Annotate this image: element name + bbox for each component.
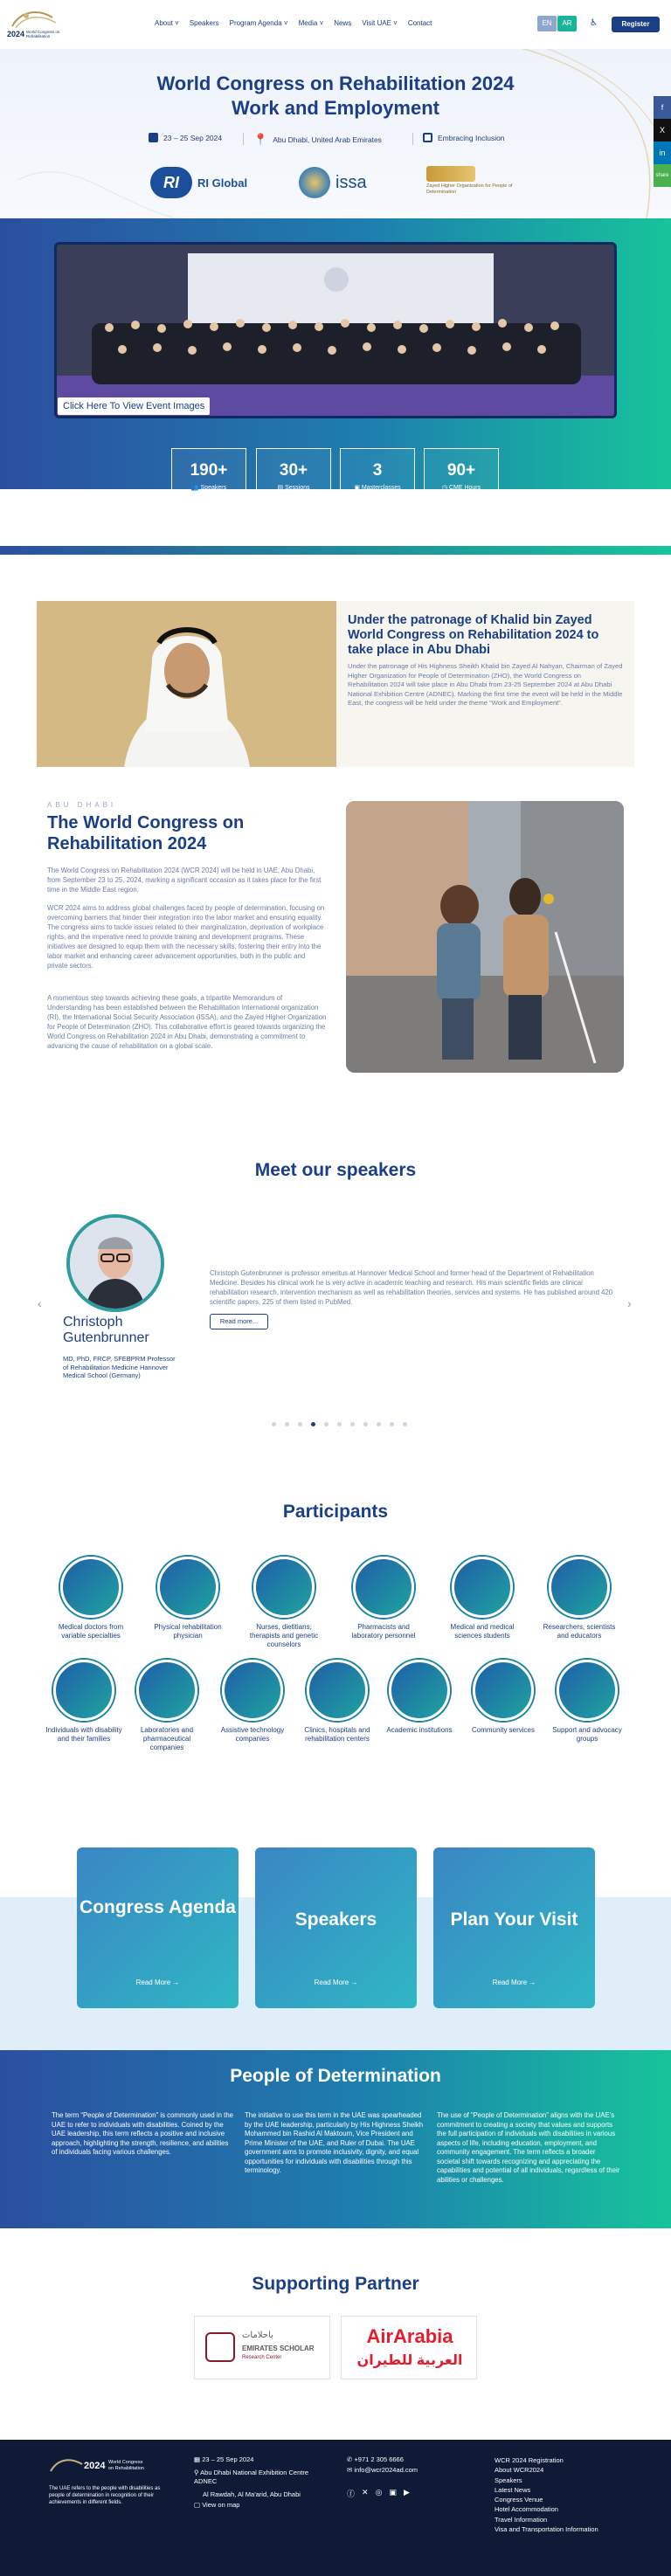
about-paragraph-1: The World Congress on Rehabilitation 2024 (WCR 2024) will be held in UAE, Abu Dhabi, from September 23 to 25, 2024, marking a significant occasion as it takes place for the first time in the Middle East region. [47, 867, 322, 894]
pod-column-3: The use of “People of Determination” aligns with the UAE’s commitment to creating a society that values and supports the full participation of individuals with disabilities in various aspects of life, including education, employment, and community engagement. The term reflects a broader societal shift towards recognizing and appreciating the capabilities and potential of all individuals, regardless of their abilities or challenges. [437, 2111, 620, 2184]
footer-logo-wave-icon [49, 2455, 84, 2475]
about-title: The World Congress on Rehabilitation 2024 [47, 813, 245, 853]
site-header [0, 0, 671, 49]
event-date: 23 – 25 Sep 2024 [149, 133, 222, 142]
register-button[interactable]: Register [612, 17, 660, 32]
divider [412, 133, 413, 145]
footer-phone[interactable]: ✆ +971 2 305 6666 [347, 2455, 404, 2463]
nav-speakers[interactable]: Speakers [189, 19, 219, 27]
street-photo-image [346, 801, 624, 1073]
flask-icon [136, 1660, 197, 1721]
carousel-dot[interactable] [298, 1422, 302, 1426]
patron-portrait [37, 601, 336, 767]
card-plan-your-visit[interactable]: Plan Your Visit Read More → [433, 1847, 595, 2008]
footer-link[interactable]: Congress Venue [495, 2496, 543, 2504]
card-speakers[interactable]: Speakers Read More → [255, 1847, 417, 2008]
stat-speakers: 190+ 👥 Speakers [171, 448, 246, 503]
clipboard-icon: ▤ [277, 485, 284, 491]
participant-researchers: Researchers, scientists and educators [540, 1557, 619, 1640]
clock-icon: ◷ [441, 485, 447, 491]
footer-email[interactable]: ✉ info@wcr2024ad.com [347, 2466, 419, 2474]
presenter-icon: ▣ [354, 485, 360, 491]
nav-program-agenda[interactable]: Program Agenda ˅ [229, 19, 288, 27]
air-arabia-logo[interactable]: AirArabia العربية للطيران [341, 2316, 477, 2379]
stat-cme-hours: 90+ ◷ CME Hours [424, 448, 499, 503]
calendar-icon [149, 133, 158, 142]
location-pin-icon: 📍 [253, 133, 268, 146]
footer-social-icons [347, 2488, 410, 2499]
speaker-bio: Christoph Gutenbrunner is professor emeritus at Hannover Medical School and former head of the Department of Rehabilitation Medicine. Besides his clinical work he is very active in academic teaching and research. His main scientific fields are clinical rehabilitation research, intervention mechanism as well as rehabilitation theories, services and systems. He has published around 420 scientific papers, 225 of them listed in PubMed. [210, 1269, 613, 1306]
footer-links [495, 2455, 598, 2534]
doctor-icon [60, 1557, 121, 1618]
view-event-images-button[interactable]: Click Here To View Event Images [58, 397, 210, 415]
nav-visit-uae[interactable]: Visit UAE ˅ [362, 19, 398, 27]
event-location: 📍 Abu Dhabi, United Arab Emirates [253, 133, 382, 146]
divider [243, 133, 244, 145]
ri-global-logo: RI RI Global [150, 166, 247, 199]
nav-about[interactable]: About ˅ [155, 19, 179, 27]
facebook-icon[interactable]: ⓕ [347, 2490, 356, 2498]
speaker-role: MD, PhD, FRCP, SFEBPRM Professor of Rehabilitation Medicine Hannover Medical School (Germany) [63, 1355, 176, 1379]
accessibility-icon[interactable]: ♿ [590, 18, 598, 28]
speaker-name: Christoph Gutenbrunner [63, 1315, 149, 1345]
zho-logo: Zayed Higher Organization for People of Determination [426, 166, 522, 199]
participant-medical-doctors: Medical doctors from variable specialties [52, 1557, 130, 1640]
youtube-icon[interactable]: ▶ [403, 2488, 410, 2497]
patronage-section [37, 601, 634, 767]
participant-assistive-tech: Assistive technology companies [213, 1660, 292, 1744]
footer-link[interactable]: About WCR2024 [495, 2466, 544, 2475]
participant-rehab-physician: Physical rehabilitation physician [149, 1557, 227, 1640]
carousel-dot[interactable] [403, 1422, 407, 1426]
event-group-photo[interactable] [54, 242, 617, 418]
scales-icon [557, 1660, 618, 1721]
nav-contact[interactable]: Contact [407, 19, 432, 27]
page-title: World Congress on Rehabilitation 2024 Work and Employment [156, 73, 515, 119]
footer-venue: ⚲ Abu Dhabi National Exhibition Centre ADNEC [194, 2469, 308, 2485]
users-icon: 👥 [190, 485, 199, 491]
about-street-photo [346, 801, 624, 1073]
calendar-icon: ▦ [194, 2455, 201, 2463]
carousel-dot-active[interactable] [311, 1422, 315, 1426]
footer-link[interactable]: Travel Information [495, 2515, 548, 2524]
footer-link[interactable]: Hotel Accommodation [495, 2505, 558, 2514]
carousel-dot[interactable] [285, 1422, 289, 1426]
participant-clinics: Clinics, hospitals and rehabilitation centers [298, 1660, 377, 1744]
participant-community: Community services [464, 1660, 543, 1735]
footer-blurb: The UAE refers to the people with disabilities as people of determination in recognition of their achievements in different fields. [49, 2486, 161, 2505]
footer-address: Al Rawdah, Al Ma'arid, Abu Dhabi [203, 2490, 301, 2498]
portrait-image [37, 601, 336, 767]
card-read-more[interactable]: Read More → [492, 1979, 536, 1986]
phone-icon: ✆ [347, 2455, 353, 2463]
nav-news[interactable]: News [334, 19, 352, 27]
globe-icon [299, 167, 330, 198]
speakers-title: Meet our speakers [254, 1160, 417, 1180]
people-of-determination-section [0, 2050, 671, 2228]
patronage-title: Under the patronage of Khalid bin Zayed World Congress on Rehabilitation 2024 to take place in Abu Dhabi [348, 613, 599, 657]
mail-icon: ✉ [347, 2466, 353, 2474]
logo-name: World Congress on Rehabilitation [26, 30, 60, 38]
carousel-dot[interactable] [363, 1422, 368, 1426]
map-icon: ▢ [194, 2501, 201, 2509]
participants-title: Participants [282, 1502, 389, 1522]
share-linkedin-icon[interactable]: in [654, 142, 671, 164]
footer-link[interactable]: Latest News [495, 2485, 531, 2494]
event-theme: Embracing Inclusion [423, 133, 505, 142]
linkedin-icon[interactable]: ▣ [389, 2488, 397, 2497]
share-icon[interactable]: share [654, 164, 671, 187]
participant-nurses: Nurses, dietitians, therapists and genetic counselors [245, 1557, 323, 1649]
pod-column-2: The initiative to use this term in the UAE was spearheaded by the UAE leadership, particularly by His Highness Sheikh Mohammed bin Rashid Al Maktoum, Vice President and Prime Minister of the UAE, and Ruler of Dubai. The UAE government aims to promote inclusivity, dignity, and equal opportunities for individuals with disabilities through this terminology. [245, 2111, 424, 2174]
participant-laboratories: Laboratories and pharmaceutical companies [128, 1660, 206, 1752]
physician-icon [157, 1557, 218, 1618]
share-x-icon[interactable]: X [654, 119, 671, 142]
emirates-scholar-logo[interactable]: باحلامات EMIRATES SCHOLAR Research Center [194, 2316, 330, 2379]
footer-link[interactable]: Visa and Transportation Information [495, 2525, 598, 2534]
logo-wave-icon [9, 5, 61, 31]
wheelchair-icon [222, 1660, 283, 1721]
clinic-icon [307, 1660, 368, 1721]
logo-number: 2024 [7, 30, 25, 38]
site-footer [0, 2440, 671, 2576]
footer-logo-number: 2024 [84, 2461, 106, 2471]
about-paragraph-3: A momentous step towards achieving these goals, a tripartite Memorandum of Understanding has been established between the Rehabilitation International organization (RI), the International Social Security Association (ISSA), and the Zayed Higher Organization for People of Determination (ZHO). This collaborative effort is geared towards organizing the World Congress on Rehabilitation 2024 in Abu Dhabi, demonstrating a commitment to advancing the cause of rehabilitation on a global scale. [47, 994, 327, 1050]
carousel-dot[interactable] [377, 1422, 381, 1426]
carousel-dot[interactable] [350, 1422, 355, 1426]
group-photo-image [57, 245, 617, 418]
carousel-dot[interactable] [272, 1422, 276, 1426]
ri-badge-icon: RI [150, 167, 192, 198]
participant-support: Support and advocacy groups [548, 1660, 626, 1744]
about-paragraph-2: WCR 2024 aims to address global challenges faced by people of determination, focusing on overcoming barriers that hinder their integration into the labor market and ensuring equality. The congress aims to tackle issues related to their marginalization, deprivation of workplace rights, and the imperative need to provide training and development programs. These initiatives are designed to equip them with the necessary skills, fostering their entry into the labor market and enhancing career advancement opportunities, both in the public and private sectors. [47, 904, 325, 970]
issa-logo: issa [299, 166, 367, 199]
stat-masterclasses: 3 ▣ Masterclasses [340, 448, 415, 503]
footer-link[interactable]: Speakers [495, 2476, 522, 2484]
carousel-dot[interactable] [324, 1422, 329, 1426]
speaker-portrait-image [70, 1218, 161, 1309]
supporting-partner-title: Supporting Partner [252, 2274, 419, 2294]
card-read-more[interactable]: Read More → [135, 1979, 180, 1986]
emirates-scholar-emblem-icon [205, 2332, 235, 2362]
participant-pharmacists: Pharmacists and laboratory personnel [344, 1557, 423, 1640]
twitter-x-icon[interactable]: ✕ [362, 2488, 369, 2497]
patronage-text: Under the patronage of His Highness Sheikh Khalid bin Zayed Al Nahyan, Chairman of Zayed Higher Organization for People of Determination (ZHO), the World Congress on Rehabilitation 2024 will take place in Abu Dhabi from 23-25 September 2024 at Abu Dhabi National Exhibition Centre (ADNEC). Marking the first time the event will be held in the Middle East, the congress will be held under the theme “Work and Employment”. [348, 662, 623, 707]
main-nav [155, 19, 432, 27]
about-eyebrow: ABU DHABI [47, 801, 117, 809]
card-read-more[interactable]: Read More → [314, 1979, 358, 1986]
hands-heart-icon [473, 1660, 534, 1721]
nurse-icon [253, 1557, 315, 1618]
pod-column-1: The term “People of Determination” is commonly used in the UAE to refer to individuals with disabilities. Coined by the UAE leadership, this term reflects a positive and inclusive approach, highlighting the strength, resilience, and abilities of individuals facing various challenges. [52, 2111, 234, 2156]
location-pin-icon: ⚲ [194, 2469, 199, 2476]
stat-sessions: 30+ ▤ Sessions [256, 448, 331, 503]
speaker-read-more-button[interactable]: Read more... [210, 1314, 268, 1329]
footer-link[interactable]: WCR 2024 Registration [495, 2456, 564, 2464]
lang-ar-button[interactable]: AR [557, 16, 577, 31]
footer-map-link[interactable]: ▢ View on map [194, 2501, 240, 2509]
carousel-prev-icon[interactable]: ‹ [38, 1296, 42, 1310]
card-congress-agenda[interactable]: Congress Agenda Read More → [77, 1847, 239, 2008]
lang-en-button[interactable]: EN [537, 16, 557, 31]
carousel-dot[interactable] [337, 1422, 342, 1426]
researcher-icon [549, 1557, 610, 1618]
academic-building-icon [389, 1660, 450, 1721]
pod-title: People of Determination [230, 2066, 441, 2086]
share-facebook-icon[interactable]: f [654, 96, 671, 119]
footer-date: ▦ 23 – 25 Sep 2024 [194, 2455, 254, 2463]
pharmacist-icon [353, 1557, 414, 1618]
participant-academic: Academic institutions [380, 1660, 459, 1735]
family-icon [53, 1660, 114, 1721]
carousel-pagination [272, 1422, 407, 1426]
participant-individuals: Individuals with disability and their families [45, 1660, 123, 1744]
speaker-photo [66, 1214, 164, 1312]
participant-students: Medical and medical sciences students [443, 1557, 522, 1640]
divider-strip [0, 546, 671, 555]
instagram-icon[interactable]: ◎ [375, 2488, 383, 2497]
student-icon [452, 1557, 513, 1618]
carousel-next-icon[interactable]: › [627, 1296, 632, 1310]
zho-emblem-icon [426, 166, 475, 182]
footer-logo-name: World Congress on Rehabilitation [108, 2460, 144, 2471]
carousel-dot[interactable] [390, 1422, 394, 1426]
site-logo[interactable] [7, 5, 66, 44]
nav-media[interactable]: Media ˅ [298, 19, 324, 27]
building-icon [423, 133, 432, 142]
